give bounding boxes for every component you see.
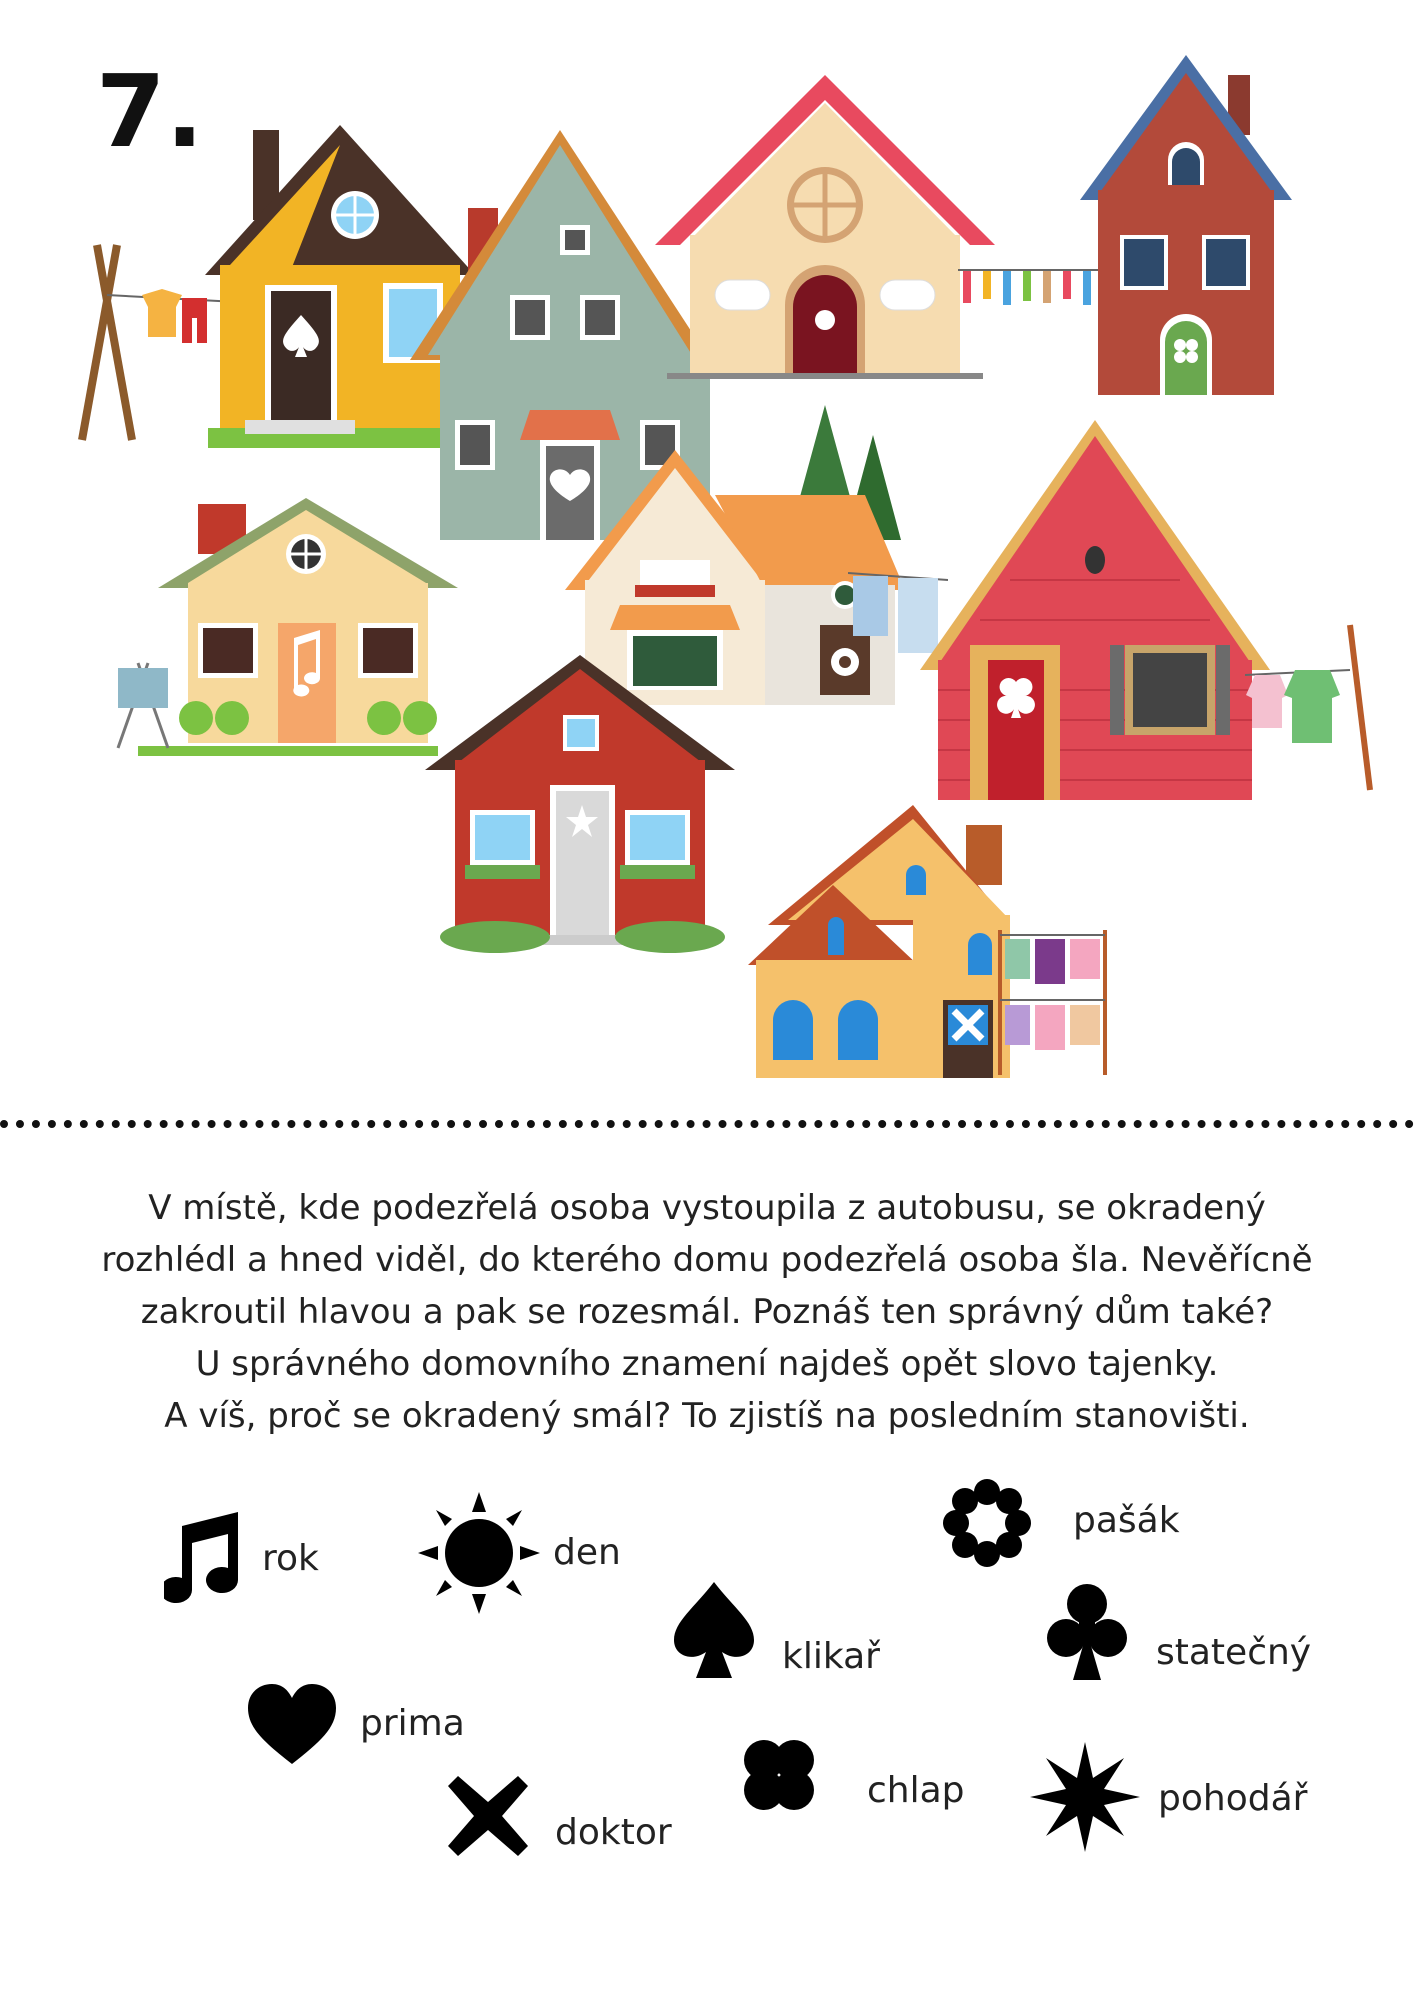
story-paragraph [80, 1182, 1334, 1442]
red-brick-house-star [425, 655, 735, 955]
story-line: zakroutil hlavou a pak se rozesmál. Poznáš ten správný dům také? [140, 1292, 1274, 1332]
legend-word-pohodar: pohodář [1158, 1778, 1308, 1819]
dotted-divider [0, 1120, 1414, 1128]
heart-icon [246, 1682, 338, 1766]
star-icon [1030, 1742, 1140, 1852]
cross-icon [444, 1772, 532, 1860]
clover-icon [734, 1732, 824, 1822]
story-line: A víš, proč se okradený smál? To zjistíš na posledním stanovišti. [164, 1396, 1250, 1436]
spade-icon [672, 1580, 756, 1680]
story-line: V místě, kde podezřelá osoba vystoupila z autobusu, se okradený [148, 1188, 1266, 1228]
red-wood-house-club [920, 420, 1275, 805]
brick-tall-house-clover [1080, 55, 1292, 400]
story-line: rozhlédl a hned viděl, do kterého domu podezřelá osoba šla. Nevěřícně [101, 1240, 1313, 1280]
legend-word-pasak: pašák [1073, 1500, 1180, 1541]
clothes-rack [990, 925, 1120, 1080]
socks-line [958, 265, 1098, 325]
orange-house-cross [748, 805, 1010, 1080]
sun-icon [418, 1492, 540, 1614]
club-icon [1047, 1582, 1127, 1682]
legend-word-chlap: chlap [867, 1770, 965, 1811]
beige-house-music-note [108, 498, 478, 758]
music-note-icon [164, 1510, 244, 1604]
story-line: U správného domovního znamení najdeš opět slovo tajenky. [195, 1344, 1219, 1384]
flower-icon [942, 1478, 1032, 1568]
legend-word-prima: prima [360, 1703, 465, 1744]
legend-word-klikar: klikař [782, 1636, 880, 1677]
legend-word-statecny: statečný [1156, 1632, 1312, 1673]
cream-house-sun [655, 75, 995, 385]
legend-word-doktor: doktor [555, 1812, 672, 1853]
legend-word-rok: rok [262, 1538, 319, 1579]
legend-word-den: den [553, 1532, 621, 1573]
page-number: 7. [96, 53, 204, 170]
clothesline-right [1245, 620, 1375, 795]
